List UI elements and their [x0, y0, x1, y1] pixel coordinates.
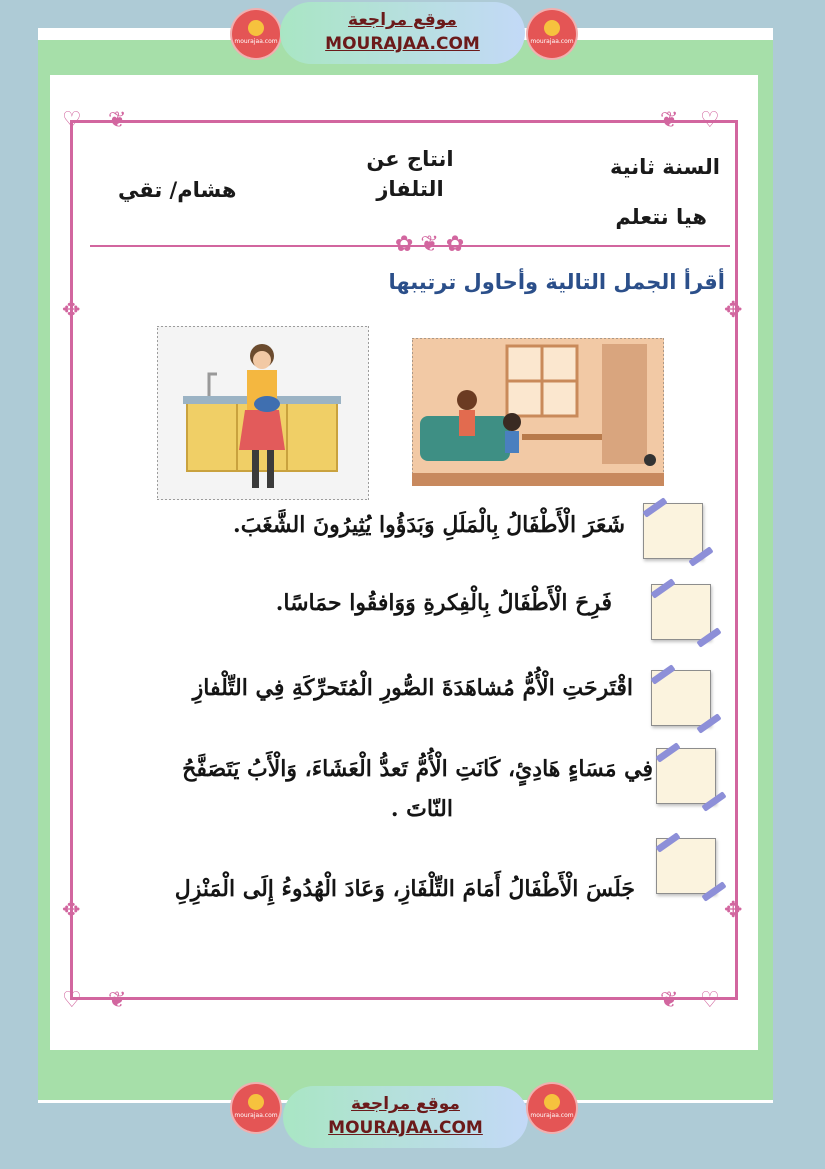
ornament-scroll-icon: ❦	[660, 108, 679, 133]
ornament-side-icon: ✥	[724, 298, 743, 323]
watermark-latin: MOURAJAA.COM	[325, 34, 480, 54]
ornament-heart-icon: ♡	[700, 988, 720, 1013]
sentence-4-line-2: النّاتَ .	[390, 796, 453, 822]
mourajaa-logo-icon: mourajaa.com	[528, 10, 576, 58]
ornament-divider-icon: ✿ ❦ ✿	[395, 232, 465, 257]
title-line-1: انتاج عن	[366, 147, 454, 171]
ornament-scroll-icon: ❦	[660, 988, 679, 1013]
order-box-5[interactable]	[656, 838, 716, 894]
ornament-scroll-icon: ❦	[108, 988, 127, 1013]
order-box-3[interactable]	[651, 670, 711, 726]
watermark-bottom[interactable]	[283, 1086, 528, 1148]
mourajaa-logo-icon: mourajaa.com	[528, 1084, 576, 1132]
title-line-2: التلفاز	[376, 177, 444, 201]
ornament-heart-icon: ♡	[700, 108, 720, 133]
watermark-arabic: موقع مراجعة	[351, 1094, 460, 1114]
living-room-image	[412, 338, 664, 486]
ornament-heart-icon: ♡	[62, 988, 82, 1013]
page-title	[365, 147, 455, 201]
sentence-4-line-1: فِي مَسَاءٍ هَادِئٍ، كَانَتِ الْأُمُّ تَعدُّ الْعَشَاءَ، وَالْأَبُ يَتَصَفَّحُ	[182, 756, 653, 782]
ornament-heart-icon: ♡	[62, 108, 82, 133]
ornament-side-icon: ✥	[62, 898, 81, 923]
book-label: هيا نتعلم	[615, 205, 707, 229]
watermark-latin: MOURAJAA.COM	[328, 1118, 483, 1138]
order-box-1[interactable]	[643, 503, 703, 559]
sentence-2: فَرِحَ الْأَطْفَالُ بِالْفِكرةِ وَوَافقُوا حمَاسًا.	[275, 590, 612, 616]
ornament-side-icon: ✥	[724, 898, 743, 923]
sentence-1: شَعَرَ الْأَطْفَالُ بِالْمَلَلِ وَبَدَؤُوا يُثِيرُونَ الشَّغَبَ.	[233, 512, 625, 538]
ornament-side-icon: ✥	[62, 298, 81, 323]
author-label: هشام/ تقي	[118, 178, 237, 202]
watermark-top[interactable]	[280, 2, 525, 64]
kitchen-mother-image	[157, 326, 369, 500]
mourajaa-logo-icon: mourajaa.com	[232, 1084, 280, 1132]
mourajaa-logo-icon: mourajaa.com	[232, 10, 280, 58]
grade-label: السنة ثانية	[609, 155, 720, 179]
order-box-2[interactable]	[651, 584, 711, 640]
sentence-5: جَلَسَ الْأَطْفَالُ أَمَامَ التِّلْفَازِ، وَعَادَ الْهُدُوءُ إِلَى الْمَنْزِلِ	[174, 876, 635, 902]
watermark-arabic: موقع مراجعة	[348, 10, 457, 30]
sentence-3: اقْتَرحَتِ الْأُمُّ مُشاهَدَةَ الصُّورِ الْمُتَحرِّكَةِ فِي التِّلْفازِ	[192, 675, 633, 701]
order-box-4[interactable]	[656, 748, 716, 804]
instruction-heading: أقرأ الجمل التالية وأحاول ترتيبها	[388, 270, 725, 294]
ornament-scroll-icon: ❦	[108, 108, 127, 133]
